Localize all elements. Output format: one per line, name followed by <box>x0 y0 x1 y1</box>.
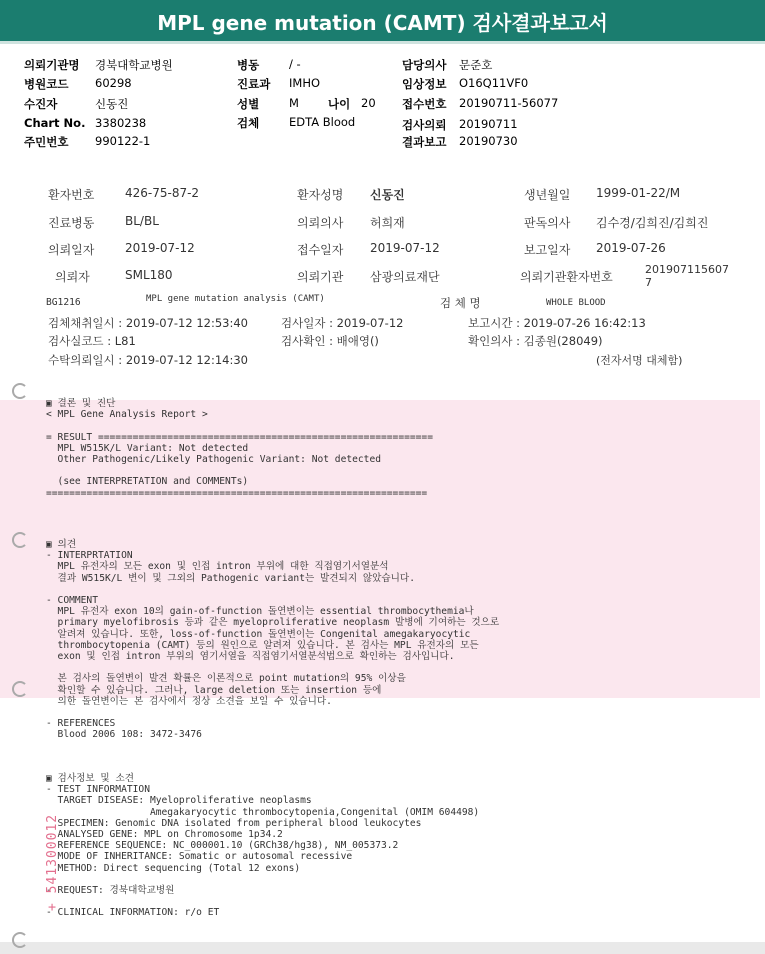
age-value: 20 <box>361 96 376 110</box>
resident-no-value: 990122-1 <box>95 134 151 148</box>
chart-no-value: 3380238 <box>95 116 147 130</box>
test-information-section: ▣ 검사정보 및 소견 - TEST INFORMATION TARGET DISEASE: Myeloproliferative neoplasms Amegakaryocytic thrombocytopenia,Congenital (OMIM 604498) SPECIMEN: Genomic DNA isolated from peripheral blood leukocytes ANALYSED GENE: MPL on Chromosome 1p34.2 REFERENCE SEQUENCE: NC_000001.10 (GRCh38/hg38), NM_005373.2 MODE OF INHERITANCE: Somatic or autosomal recessive METHOD: Direct sequencing (Total 12 exons) - REQUEST: 경북대학교병원 - CLINICAL INFORMATION: r/o ET <box>46 773 480 919</box>
test-code: BG1216 <box>46 297 81 308</box>
requester-label: 의뢰자 <box>55 270 90 284</box>
test-date: 검사일자 : 2019-07-12 <box>281 316 404 330</box>
confirm-doctor: 확인의사 : 김종원(28049) <box>468 334 603 348</box>
age-label: 나이 <box>328 97 351 111</box>
department-label: 진료과 <box>237 77 271 91</box>
reading-doctor-label: 판독의사 <box>524 216 571 230</box>
punch-hole-icon <box>12 681 28 697</box>
report-title: MPL gene mutation (CAMT) 검사결과보고서 <box>0 0 765 44</box>
patient-no-label: 환자번호 <box>48 188 95 202</box>
org-patient-no-value: 201907115607 <box>645 263 729 276</box>
punch-hole-icon <box>12 383 28 399</box>
request-date-label-2: 의뢰일자 <box>48 243 95 257</box>
specimen-name-value: WHOLE BLOOD <box>546 298 606 308</box>
org-patient-no-value-cont: 7 <box>645 276 652 289</box>
vertical-stamp: + 541300012 <box>45 813 60 911</box>
clinical-info-value: O16Q11VF0 <box>459 76 529 90</box>
receipt-date-value: 2019-07-12 <box>370 241 440 255</box>
requesting-org-value: 삼광의료재단 <box>370 270 440 284</box>
conclusion-section: ▣ 결론 및 진단 < MPL Gene Analysis Report > = RESULT ========================================================== MPL W515K/L Variant: Not detected Other Pathogenic/Likely Pathogenic Variant: Not detected (see INTERPRETATION and COMMENTs) ================================================================== <box>46 398 433 499</box>
opinion-section: ▣ 의견 - INTERPRTATION MPL 유전자의 모든 exon 및 인접 intron 부위에 대한 직접염기서열분석 결과 W515K/L 변이 및 그외의 Pathogenic variant는 발견되지 않았습니다. - COMMENT MPL 유전자 exon 10의 gain-of-function 돌연변이는 essential thrombocythemia나 primary myelofibrosis 등과 같은 myeloproliferative neoplasm 발병에 기여하는 것으로 알려져 있습니다. 또한, loss-of-function 돌연변이는 Congenital amegakaryocytic thrombocytopenia (CAMT) 등의 원인으로 알려져 있습니다. 본 검사는 MPL 유전자의 모든 exon 및 인접 intron 부위의 염기서열을 직접염기서열분석법으로 확인하는 검사입니다. 본 검사의 돌연변이 발견 확률은 이론적으로 point mutation의 95% 이상을 확인할 수 있습니다. 그러나, large deletion 또는 insertion 등에 의한 돌연변이는 본 검사에서 정상 소견을 보일 수 있습니다. - REFERENCES Blood 2006 108: 3472-3476 <box>46 539 500 741</box>
test-confirm: 검사확인 : 배애영() <box>281 334 379 348</box>
examinee-label: 수진자 <box>24 97 58 111</box>
report-date-value-2: 2019-07-26 <box>596 241 666 255</box>
doctor-value: 문준호 <box>459 58 493 72</box>
hospital-label: 의뢰기관명 <box>24 58 80 72</box>
receipt-no-value: 20190711-56077 <box>459 96 559 110</box>
specimen-label: 검체 <box>237 116 260 130</box>
hospital-code-value: 60298 <box>95 76 132 90</box>
report-date-label-2: 보고일자 <box>524 243 571 257</box>
report-date-value: 20190730 <box>459 134 518 148</box>
birthdate-label: 생년월일 <box>524 188 571 202</box>
bottom-strip <box>0 942 765 954</box>
hospital-value: 경북대학교병원 <box>95 58 173 72</box>
receipt-date-label: 접수일자 <box>297 243 344 257</box>
specimen-value: EDTA Blood <box>289 115 356 129</box>
sex-value: M <box>289 96 299 110</box>
request-date-value-2: 2019-07-12 <box>125 241 195 255</box>
sex-label: 성별 <box>237 97 260 111</box>
ward-label: 병동 <box>237 58 260 72</box>
punch-hole-icon <box>12 932 28 948</box>
receive-datetime: 수탁의뢰일시 : 2019-07-12 12:14:30 <box>48 353 248 367</box>
department-value: IMHO <box>289 76 321 90</box>
resident-no-label: 주민번호 <box>24 135 69 149</box>
requester-value: SML180 <box>125 268 173 282</box>
hospital-code-label: 병원코드 <box>24 77 69 91</box>
requesting-org-label: 의뢰기관 <box>297 270 344 284</box>
report-date-label: 결과보고 <box>402 135 447 149</box>
examinee-value: 신동진 <box>95 97 129 111</box>
receipt-no-label: 접수번호 <box>402 97 447 111</box>
request-date-value: 20190711 <box>459 117 518 131</box>
clinical-info-label: 임상정보 <box>402 77 447 91</box>
punch-hole-icon <box>12 532 28 548</box>
report-time: 보고시간 : 2019-07-26 16:42:13 <box>468 316 646 330</box>
doctor-label: 담당의사 <box>402 58 447 72</box>
collect-datetime: 검체채취일시 : 2019-07-12 12:53:40 <box>48 316 248 330</box>
patient-name-label: 환자성명 <box>297 188 344 202</box>
patient-name-value: 신동진 <box>370 188 405 202</box>
request-date-label: 검사의뢰 <box>402 118 447 132</box>
reading-doctor-value: 김수경/김희진/김희진 <box>596 216 709 230</box>
requesting-doctor-label: 의뢰의사 <box>297 216 344 230</box>
org-patient-no-label: 의뢰기관환자번호 <box>520 270 613 284</box>
requesting-doctor-value: 허희재 <box>370 216 405 230</box>
lab-code: 검사실코드 : L81 <box>48 334 136 348</box>
ward-label-2: 진료병동 <box>48 216 95 230</box>
patient-no-value: 426-75-87-2 <box>125 186 200 200</box>
chart-no-label: Chart No. <box>24 116 86 130</box>
ward-value: / - <box>289 57 301 71</box>
specimen-name-label: 검 체 명 <box>440 296 481 310</box>
birthdate-value: 1999-01-22/M <box>596 186 681 200</box>
esign-note: (전자서명 대체함) <box>596 354 683 367</box>
test-name: MPL gene mutation analysis (CAMT) <box>146 294 325 304</box>
ward-value-2: BL/BL <box>125 214 159 228</box>
